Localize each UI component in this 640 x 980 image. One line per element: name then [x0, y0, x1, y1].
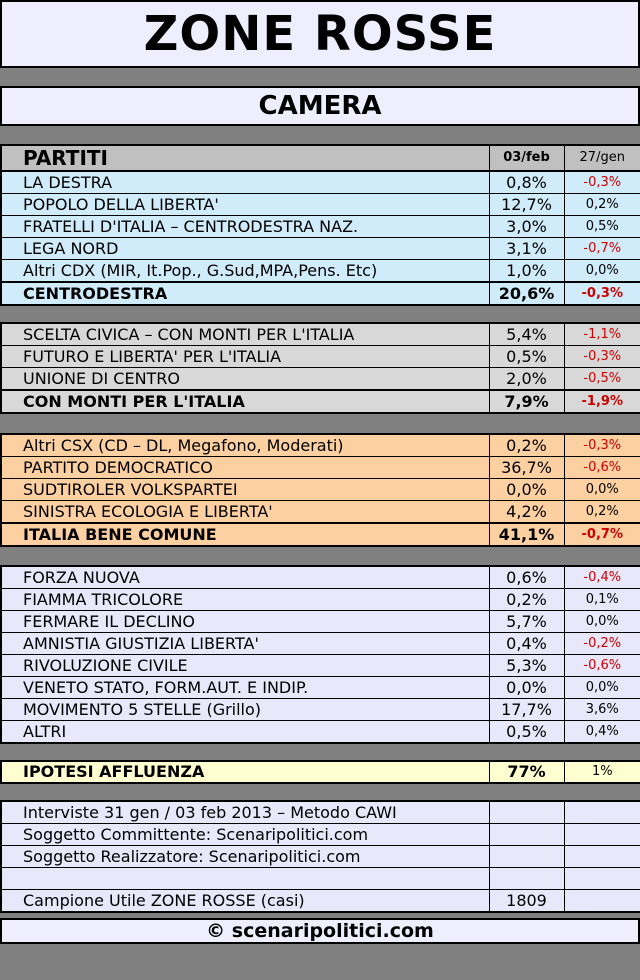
party-row — [1, 194, 640, 216]
party-row — [1, 216, 640, 238]
party-value: 2,0% — [489, 368, 564, 391]
coalition-value: 41,1% — [489, 523, 564, 546]
party-row — [1, 655, 640, 677]
coalition-delta: -1,9% — [564, 390, 640, 413]
party-name: AMNISTIA GIUSTIZIA LIBERTA' — [1, 633, 489, 655]
party-value: 0,0% — [489, 677, 564, 699]
party-name: Altri CSX (CD – DL, Megafono, Moderati) — [1, 434, 489, 457]
party-row — [1, 479, 640, 501]
party-value: 36,7% — [489, 457, 564, 479]
party-delta: -0,6% — [564, 457, 640, 479]
party-value: 0,2% — [489, 434, 564, 457]
party-delta: -0,6% — [564, 655, 640, 677]
party-value: 0,5% — [489, 721, 564, 744]
party-delta: -0,3% — [564, 346, 640, 368]
party-delta: -0,3% — [564, 171, 640, 194]
coalition-value: 20,6% — [489, 282, 564, 305]
footer-banner — [0, 918, 640, 944]
party-name: FORZA NUOVA — [1, 566, 489, 589]
party-delta: 0,0% — [564, 260, 640, 283]
party-value: 3,0% — [489, 216, 564, 238]
info-committente: Soggetto Committente: Scenaripolitici.com — [1, 824, 489, 846]
party-row — [1, 566, 640, 589]
table-centrodestra — [0, 144, 640, 306]
party-value: 1,0% — [489, 260, 564, 283]
party-value: 5,4% — [489, 323, 564, 346]
title-banner — [0, 0, 640, 68]
header-date-previous: 27/gen — [564, 145, 640, 171]
turnout-label: IPOTESI AFFLUENZA — [1, 761, 489, 783]
party-name: Altri CDX (MIR, It.Pop., G.Sud,MPA,Pens. Etc) — [1, 260, 489, 283]
party-row — [1, 260, 640, 283]
party-row — [1, 677, 640, 699]
party-row — [1, 323, 640, 346]
header-partiti: PARTITI — [1, 145, 489, 171]
coalition-total-row — [1, 523, 640, 546]
party-value: 5,3% — [489, 655, 564, 677]
party-name: SUDTIROLER VOLKSPARTEI — [1, 479, 489, 501]
party-delta: 0,2% — [564, 194, 640, 216]
party-name: PARTITO DEMOCRATICO — [1, 457, 489, 479]
party-name: FERMARE IL DECLINO — [1, 611, 489, 633]
party-row — [1, 721, 640, 744]
footer-credit: © scenaripolitici.com — [206, 920, 434, 942]
party-value: 17,7% — [489, 699, 564, 721]
party-name: LA DESTRA — [1, 171, 489, 194]
header-date-current: 03/feb — [489, 145, 564, 171]
table-altri-partiti — [0, 565, 640, 744]
party-row — [1, 589, 640, 611]
party-row — [1, 171, 640, 194]
coalition-value: 7,9% — [489, 390, 564, 413]
party-value: 5,7% — [489, 611, 564, 633]
coalition-total-row — [1, 390, 640, 413]
coalition-delta: -0,7% — [564, 523, 640, 546]
party-row — [1, 346, 640, 368]
party-delta: 0,2% — [564, 501, 640, 524]
table-centrosinistra — [0, 433, 640, 547]
party-row — [1, 611, 640, 633]
info-interviews: Interviste 31 gen / 03 feb 2013 – Metodo CAWI — [1, 801, 489, 824]
party-value: 3,1% — [489, 238, 564, 260]
party-delta: 0,0% — [564, 479, 640, 501]
coalition-name: CON MONTI PER L'ITALIA — [1, 390, 489, 413]
table-affluenza — [0, 760, 640, 784]
party-delta: -0,2% — [564, 633, 640, 655]
info-sample-label: Campione Utile ZONE ROSSE (casi) — [1, 890, 489, 913]
table-monti — [0, 322, 640, 414]
party-delta: 0,0% — [564, 677, 640, 699]
info-realizzatore: Soggetto Realizzatore: Scenaripolitici.com — [1, 846, 489, 868]
party-delta: -1,1% — [564, 323, 640, 346]
party-value: 0,6% — [489, 566, 564, 589]
party-value: 4,2% — [489, 501, 564, 524]
party-row — [1, 699, 640, 721]
turnout-value: 77% — [489, 761, 564, 783]
party-row — [1, 368, 640, 391]
party-name: LEGA NORD — [1, 238, 489, 260]
party-delta: 0,4% — [564, 721, 640, 744]
party-name: SINISTRA ECOLOGIA E LIBERTA' — [1, 501, 489, 524]
table-info — [0, 800, 640, 913]
party-value: 12,7% — [489, 194, 564, 216]
turnout-row — [1, 761, 640, 783]
party-value: 0,4% — [489, 633, 564, 655]
party-value: 0,5% — [489, 346, 564, 368]
party-delta: 3,6% — [564, 699, 640, 721]
party-name: POPOLO DELLA LIBERTA' — [1, 194, 489, 216]
party-delta: -0,3% — [564, 434, 640, 457]
party-value: 0,8% — [489, 171, 564, 194]
coalition-name: CENTRODESTRA — [1, 282, 489, 305]
party-name: FRATELLI D'ITALIA – CENTRODESTRA NAZ. — [1, 216, 489, 238]
page-title: ZONE ROSSE — [143, 6, 497, 62]
party-delta: -0,5% — [564, 368, 640, 391]
party-delta: 0,5% — [564, 216, 640, 238]
party-delta: 0,0% — [564, 611, 640, 633]
coalition-delta: -0,3% — [564, 282, 640, 305]
party-row — [1, 457, 640, 479]
party-value: 0,0% — [489, 479, 564, 501]
party-name: SCELTA CIVICA – CON MONTI PER L'ITALIA — [1, 323, 489, 346]
party-row — [1, 434, 640, 457]
party-delta: -0,4% — [564, 566, 640, 589]
coalition-total-row — [1, 282, 640, 305]
party-name: VENETO STATO, FORM.AUT. E INDIP. — [1, 677, 489, 699]
info-sample-value: 1809 — [489, 890, 564, 913]
party-name: FIAMMA TRICOLORE — [1, 589, 489, 611]
party-name: RIVOLUZIONE CIVILE — [1, 655, 489, 677]
party-delta: 0,1% — [564, 589, 640, 611]
party-name: UNIONE DI CENTRO — [1, 368, 489, 391]
party-name: ALTRI — [1, 721, 489, 744]
party-row — [1, 238, 640, 260]
party-name: MOVIMENTO 5 STELLE (Grillo) — [1, 699, 489, 721]
party-row — [1, 633, 640, 655]
party-row — [1, 501, 640, 524]
subtitle-banner — [0, 86, 640, 126]
party-name: FUTURO E LIBERTA' PER L'ITALIA — [1, 346, 489, 368]
page-subtitle: CAMERA — [258, 91, 382, 121]
party-value: 0,2% — [489, 589, 564, 611]
coalition-name: ITALIA BENE COMUNE — [1, 523, 489, 546]
party-delta: -0,7% — [564, 238, 640, 260]
turnout-delta: 1% — [564, 761, 640, 783]
